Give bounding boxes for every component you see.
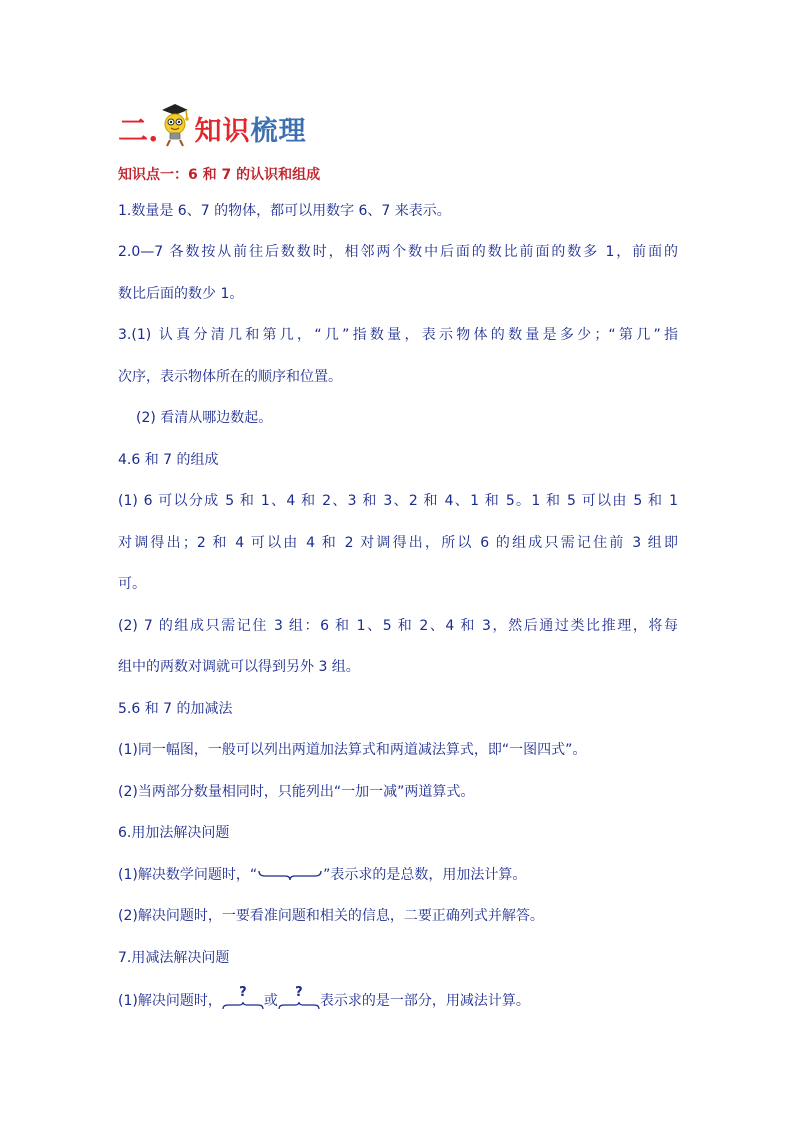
question-brace [278,985,320,1011]
text-line: (2) 看清从哪边数起。 [136,410,273,426]
text-line: (1)同一幅图，一般可以列出两道加法算式和两道减法算式，即“一图四式”。 [118,742,587,758]
text-line: 组中的两数对调就可以得到另外 3 组。 [118,659,360,675]
graduate-bulb-mascot-icon [158,102,192,148]
text-segment: ”表示求的是总数，用加法计算。 [323,867,527,883]
text-line: 6.用加法解决问题 [118,825,230,841]
text-line: 1.数量是 6、7 的物体，都可以用数字 6、7 来表示。 [118,203,451,219]
text-line: 可。 [118,576,146,592]
text-line: 次序，表示物体所在的顺序和位置。 [118,369,342,385]
text-line: (2)当两部分数量相同时，只能列出“一加一减”两道算式。 [118,784,475,800]
text-line: (2)解决问题时，一要看准问题和相关的信息，二要正确列式并解答。 [118,908,544,924]
text-line: (2) 7 的组成只需记住 3 组：6 和 1、5 和 2、4 和 3，然后通过类比推理，将每 [118,618,678,634]
curly-brace-icon [278,1001,320,1011]
question-brace [222,985,264,1011]
question-mark: ? [239,985,247,1000]
text-line [118,985,678,1011]
text-segment: 或 [263,993,278,1009]
text-line: 4.6 和 7 的组成 [118,452,219,468]
heading-number: 二. [118,114,159,149]
text-line: 5.6 和 7 的加减法 [118,701,233,717]
section-heading [118,100,306,150]
text-line: 7.用减法解决问题 [118,950,230,966]
text-line: 对调得出；2 和 4 可以由 4 和 2 对调得出，所以 6 的组成只需记住前 3 组即 [118,535,678,551]
curly-brace-icon [257,868,323,882]
text-line: 3.(1) 认真分清几和第几，“几”指数量，表示物体的数量是多少；“第几”指 [118,327,678,343]
text-line: 数比后面的数少 1。 [118,286,244,302]
heading-title-part1: 知识 [194,116,251,147]
heading-title-part2: 梳理 [250,116,307,147]
knowledge-point-1-title: 知识点一：6 和 7 的认识和组成 [118,167,321,183]
text-segment: (1)解决数学问题时，“ [118,867,258,883]
text-segment: (1)解决问题时， [118,993,222,1009]
text-line: 2.0—7 各数按从前往后数数时，相邻两个数中后面的数比前面的数多 1，前面的 [118,244,678,260]
curly-brace-icon [222,1001,264,1011]
heading-title [194,114,306,150]
text-line: (1) 6 可以分成 5 和 1、4 和 2、3 和 3、2 和 4、1 和 5。1 和 5 可以由 5 和 1 [118,493,678,509]
text-line [118,865,678,885]
text-segment: 表示求的是一部分，用减法计算。 [319,993,530,1009]
question-mark: ? [295,985,303,1000]
